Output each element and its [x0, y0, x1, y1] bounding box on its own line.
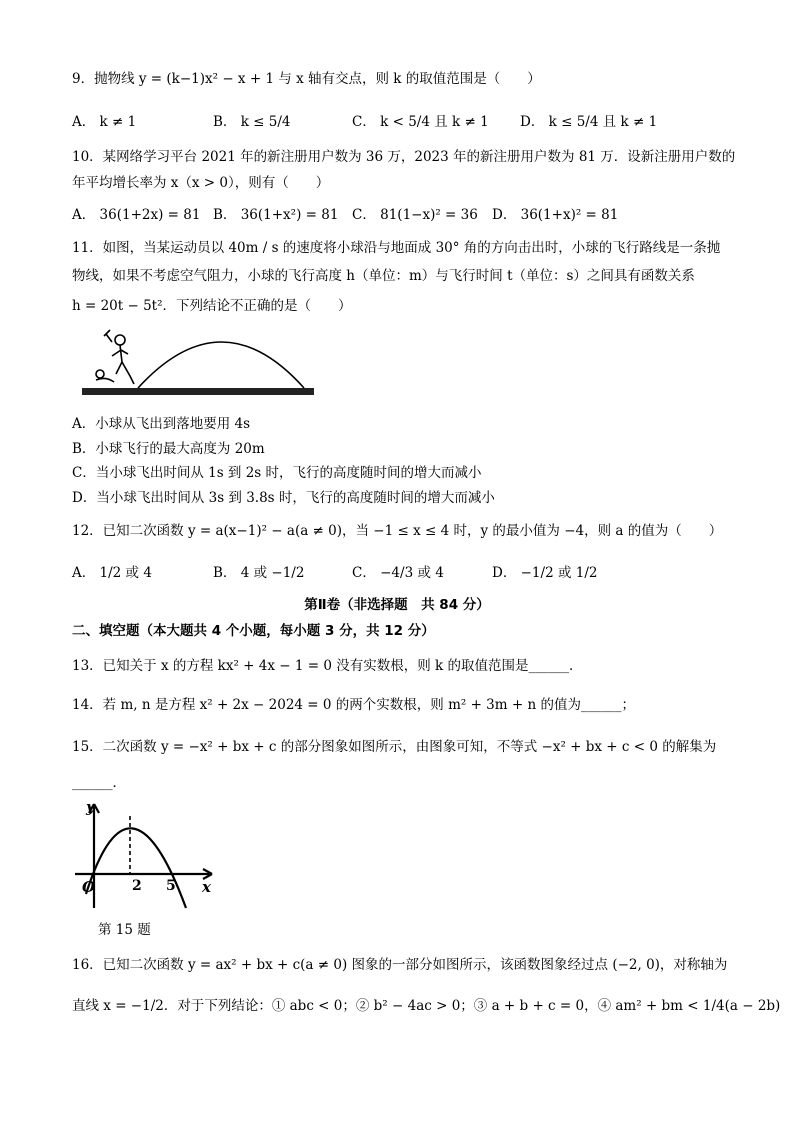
q11-option-a: A．小球从飞出到落地要用 4s [72, 416, 251, 432]
q15-graph [70, 796, 220, 916]
q12-stem: 12．已知二次函数 y = a(x−1)² − a(a ≠ 0)，当 −1 ≤ x ≤ 4 时，y 的最小值为 −4，则 a 的值为（ ） [72, 523, 723, 539]
q11-stem-line2: 物线，如果不考虑空气阻力，小球的飞行高度 h（单位：m）与飞行时间 t（单位：s）之间具有函数关系 [72, 268, 695, 284]
q12-option-c: C． −4/3 或 4 [352, 565, 444, 581]
q10-option-c: C． 81(1−x)² = 36 [352, 207, 478, 223]
q16-stem-line1: 16．已知二次函数 y = ax² + bx + c(a ≠ 0) 图象的一部分如图所示，该函数图象经过点 (−2, 0)，对称轴为 [72, 957, 728, 973]
q9-option-c: C． k < 5/4 且 k ≠ 1 [352, 114, 489, 130]
q11-figure [82, 326, 314, 402]
q13-stem: 13．已知关于 x 的方程 kx² + 4x − 1 = 0 没有实数根，则 k 的取值范围是______． [72, 658, 583, 674]
q9-option-b: B． k ≤ 5/4 [213, 114, 291, 130]
ball-trajectory [138, 342, 304, 388]
q11-option-b: B．小球飞行的最大高度为 20m [72, 441, 265, 457]
q10-option-d: D． 36(1+x)² = 81 [492, 207, 619, 223]
q11-stem-line1: 11．如图，当某运动员以 40m / s 的速度将小球沿与地面成 30° 角的方向击出时，小球的飞行路线是一条抛 [72, 240, 721, 256]
q9-option-a: A． k ≠ 1 [72, 114, 137, 130]
q15-stem: 15．二次函数 y = −x² + bx + c 的部分图象如图所示，由图象可知，不等式 −x² + bx + c < 0 的解集为 [72, 739, 717, 755]
q10-stem-line2: 年平均增长率为 x（x > 0），则有（ ） [72, 175, 330, 191]
q11-option-c: C．当小球飞出时间从 1s 到 2s 时，飞行的高度随时间的增大而减小 [72, 465, 482, 481]
q10-option-a: A． 36(1+2x) = 81 [72, 207, 201, 223]
q12-option-a: A． 1/2 或 4 [72, 565, 152, 581]
q15-caption: 第 15 题 [98, 922, 151, 938]
q9-stem: 9．抛物线 y = (k−1)x² − x + 1 与 x 轴有交点，则 k 的取值范围是（ ） [72, 71, 541, 87]
q12-option-b: B． 4 或 −1/2 [213, 565, 305, 581]
origin-label: O [82, 878, 96, 896]
q11-option-d: D．当小球飞出时间从 3s 到 3.8s 时，飞行的高度随时间的增大而减小 [72, 490, 495, 506]
tick-label-5: 5 [166, 878, 176, 894]
parabola-curve [86, 828, 186, 908]
q12-option-d: D． −1/2 或 1/2 [492, 565, 598, 581]
q16-stem-line2: 直线 x = −1/2．对于下列结论：① abc < 0；② b² − 4ac > 0；③ a + b + c = 0，④ am² + bm < 1/4(a − 2b) [72, 998, 781, 1014]
y-axis-label: y [86, 798, 95, 816]
section-2-title: 第Ⅱ卷（非选择题 共 84 分） [304, 597, 490, 613]
ground-strip [82, 388, 314, 395]
q14-stem: 14．若 m, n 是方程 x² + 2x − 2024 = 0 的两个实数根，则 m² + 3m + n 的值为______； [72, 697, 635, 713]
x-axis-label: x [202, 878, 211, 896]
q10-option-b: B． 36(1+x²) = 81 [213, 207, 339, 223]
q11-stem-line3: h = 20t − 5t²．下列结论不正确的是（ ） [72, 298, 352, 314]
q10-stem-line1: 10．某网络学习平台 2021 年的新注册用户数为 36 万，2023 年的新注册用户数为 81 万．设新注册用户数的 [72, 149, 736, 165]
q9-option-d: D． k ≤ 5/4 且 k ≠ 1 [520, 114, 658, 130]
athlete-illustration [96, 330, 134, 384]
tick-label-2: 2 [132, 878, 142, 894]
q15-blank: ______． [72, 775, 126, 791]
fill-in-heading: 二、填空题（本大题共 4 个小题，每小题 3 分，共 12 分） [72, 623, 435, 639]
